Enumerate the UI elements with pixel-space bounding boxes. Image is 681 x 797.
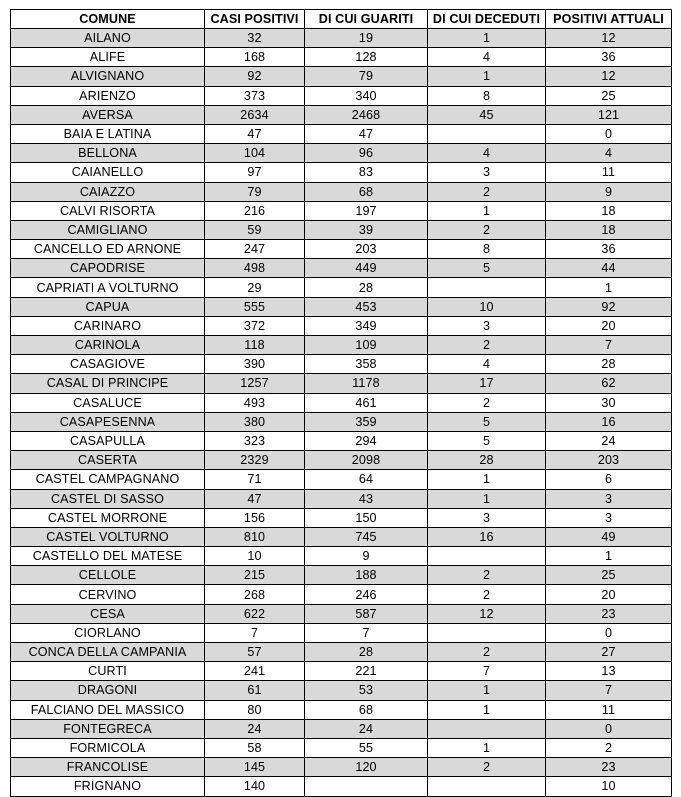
cell-casi-positivi: 2329	[205, 451, 305, 470]
cell-guariti: 188	[305, 566, 428, 585]
cell-positivi-attuali: 62	[546, 374, 672, 393]
cell-positivi-attuali: 0	[546, 719, 672, 738]
cell-guariti: 2098	[305, 451, 428, 470]
cell-positivi-attuali: 20	[546, 316, 672, 335]
cell-positivi-attuali: 44	[546, 259, 672, 278]
header-di-cui-deceduti: DI CUI DECEDUTI	[428, 10, 546, 29]
cell-deceduti	[428, 124, 546, 143]
cell-casi-positivi: 80	[205, 700, 305, 719]
cell-guariti: 340	[305, 86, 428, 105]
table-row	[11, 700, 672, 719]
cell-casi-positivi: 622	[205, 604, 305, 623]
cell-guariti: 64	[305, 470, 428, 489]
table-row	[11, 86, 672, 105]
cell-casi-positivi: 241	[205, 662, 305, 681]
cell-positivi-attuali: 20	[546, 585, 672, 604]
cell-positivi-attuali: 23	[546, 758, 672, 777]
cell-guariti: 246	[305, 585, 428, 604]
cell-deceduti: 4	[428, 48, 546, 67]
cell-positivi-attuali: 28	[546, 355, 672, 374]
cell-positivi-attuali: 0	[546, 124, 672, 143]
table-row	[11, 124, 672, 143]
cell-casi-positivi: 247	[205, 240, 305, 259]
cell-guariti: 358	[305, 355, 428, 374]
cell-guariti: 745	[305, 527, 428, 546]
cell-positivi-attuali: 36	[546, 240, 672, 259]
table-row	[11, 470, 672, 489]
cell-positivi-attuali: 4	[546, 144, 672, 163]
cell-casi-positivi: 493	[205, 393, 305, 412]
cell-deceduti: 7	[428, 662, 546, 681]
cell-deceduti	[428, 777, 546, 796]
cell-casi-positivi: 29	[205, 278, 305, 297]
cell-deceduti: 1	[428, 738, 546, 757]
cell-casi-positivi: 156	[205, 508, 305, 527]
cell-comune: CELLOLE	[11, 566, 205, 585]
cell-comune: CIORLANO	[11, 623, 205, 642]
table-row	[11, 758, 672, 777]
cell-positivi-attuali: 11	[546, 700, 672, 719]
table-row	[11, 719, 672, 738]
cell-comune: CARINOLA	[11, 336, 205, 355]
cell-positivi-attuali: 27	[546, 643, 672, 662]
cell-positivi-attuali: 203	[546, 451, 672, 470]
cell-comune: AILANO	[11, 29, 205, 48]
table-row	[11, 777, 672, 796]
cell-deceduti: 1	[428, 700, 546, 719]
cell-positivi-attuali: 92	[546, 297, 672, 316]
cell-positivi-attuali: 7	[546, 681, 672, 700]
cell-positivi-attuali: 18	[546, 201, 672, 220]
cell-comune: CAMIGLIANO	[11, 220, 205, 239]
cell-comune: CASAGIOVE	[11, 355, 205, 374]
table-row	[11, 738, 672, 757]
cell-casi-positivi: 59	[205, 220, 305, 239]
cell-casi-positivi: 372	[205, 316, 305, 335]
cell-casi-positivi: 168	[205, 48, 305, 67]
cell-deceduti: 5	[428, 259, 546, 278]
cell-casi-positivi: 10	[205, 547, 305, 566]
table-row	[11, 105, 672, 124]
cell-deceduti	[428, 547, 546, 566]
cell-deceduti: 1	[428, 489, 546, 508]
cell-positivi-attuali: 12	[546, 67, 672, 86]
cell-casi-positivi: 380	[205, 412, 305, 431]
cell-guariti: 96	[305, 144, 428, 163]
cell-comune: CONCA DELLA CAMPANIA	[11, 643, 205, 662]
cell-deceduti: 1	[428, 67, 546, 86]
cell-comune: CASAPESENNA	[11, 412, 205, 431]
cell-casi-positivi: 118	[205, 336, 305, 355]
cell-comune: FRIGNANO	[11, 777, 205, 796]
cell-deceduti: 28	[428, 451, 546, 470]
cell-casi-positivi: 61	[205, 681, 305, 700]
cell-comune: BAIA E LATINA	[11, 124, 205, 143]
table-row	[11, 643, 672, 662]
cell-guariti: 24	[305, 719, 428, 738]
cell-deceduti: 5	[428, 431, 546, 450]
table-row	[11, 547, 672, 566]
cell-guariti: 55	[305, 738, 428, 757]
cell-positivi-attuali: 7	[546, 336, 672, 355]
table-row	[11, 508, 672, 527]
table-row	[11, 489, 672, 508]
cell-positivi-attuali: 30	[546, 393, 672, 412]
cell-casi-positivi: 2634	[205, 105, 305, 124]
cell-guariti: 349	[305, 316, 428, 335]
cell-guariti: 9	[305, 547, 428, 566]
cell-positivi-attuali: 1	[546, 547, 672, 566]
cell-casi-positivi: 104	[205, 144, 305, 163]
cell-guariti: 2468	[305, 105, 428, 124]
cell-guariti: 587	[305, 604, 428, 623]
cell-positivi-attuali: 1	[546, 278, 672, 297]
cell-casi-positivi: 92	[205, 67, 305, 86]
cell-casi-positivi: 145	[205, 758, 305, 777]
cell-comune: CASTEL VOLTURNO	[11, 527, 205, 546]
header-casi-positivi: CASI POSITIVI	[205, 10, 305, 29]
cell-deceduti: 2	[428, 182, 546, 201]
cell-casi-positivi: 1257	[205, 374, 305, 393]
cell-guariti: 43	[305, 489, 428, 508]
cell-positivi-attuali: 36	[546, 48, 672, 67]
cell-guariti: 449	[305, 259, 428, 278]
cell-deceduti: 8	[428, 240, 546, 259]
table-row	[11, 604, 672, 623]
table-row	[11, 182, 672, 201]
cell-casi-positivi: 57	[205, 643, 305, 662]
table-row	[11, 297, 672, 316]
table-row	[11, 374, 672, 393]
cell-comune: DRAGONI	[11, 681, 205, 700]
cell-casi-positivi: 216	[205, 201, 305, 220]
table-row	[11, 585, 672, 604]
cell-positivi-attuali: 25	[546, 86, 672, 105]
cell-casi-positivi: 71	[205, 470, 305, 489]
cell-comune: CAPUA	[11, 297, 205, 316]
cell-deceduti: 8	[428, 86, 546, 105]
cell-comune: CERVINO	[11, 585, 205, 604]
cell-comune: ARIENZO	[11, 86, 205, 105]
cell-deceduti: 2	[428, 585, 546, 604]
cell-positivi-attuali: 2	[546, 738, 672, 757]
cell-casi-positivi: 390	[205, 355, 305, 374]
table-row	[11, 48, 672, 67]
table-row	[11, 623, 672, 642]
cell-positivi-attuali: 23	[546, 604, 672, 623]
cell-positivi-attuali: 3	[546, 508, 672, 527]
table-row	[11, 163, 672, 182]
cell-deceduti: 2	[428, 393, 546, 412]
cell-comune: CAPRIATI A VOLTURNO	[11, 278, 205, 297]
table-row	[11, 201, 672, 220]
cell-guariti: 83	[305, 163, 428, 182]
cell-deceduti: 17	[428, 374, 546, 393]
cell-deceduti: 1	[428, 681, 546, 700]
cell-positivi-attuali: 10	[546, 777, 672, 796]
table-row	[11, 355, 672, 374]
cell-guariti: 197	[305, 201, 428, 220]
table-row	[11, 566, 672, 585]
cell-comune: CASTELLO DEL MATESE	[11, 547, 205, 566]
cell-guariti: 28	[305, 278, 428, 297]
cell-deceduti: 3	[428, 163, 546, 182]
cell-guariti: 47	[305, 124, 428, 143]
cell-guariti: 359	[305, 412, 428, 431]
cell-deceduti: 1	[428, 29, 546, 48]
cell-comune: FALCIANO DEL MASSICO	[11, 700, 205, 719]
table-row	[11, 527, 672, 546]
cell-casi-positivi: 24	[205, 719, 305, 738]
table-row	[11, 240, 672, 259]
cell-positivi-attuali: 121	[546, 105, 672, 124]
table-row	[11, 144, 672, 163]
cell-positivi-attuali: 11	[546, 163, 672, 182]
cell-comune: CANCELLO ED ARNONE	[11, 240, 205, 259]
cell-guariti: 461	[305, 393, 428, 412]
cell-comune: FRANCOLISE	[11, 758, 205, 777]
cell-deceduti: 2	[428, 566, 546, 585]
cell-comune: CURTI	[11, 662, 205, 681]
cell-comune: ALVIGNANO	[11, 67, 205, 86]
cell-comune: CASTEL DI SASSO	[11, 489, 205, 508]
cell-deceduti: 45	[428, 105, 546, 124]
cell-positivi-attuali: 6	[546, 470, 672, 489]
cell-positivi-attuali: 0	[546, 623, 672, 642]
cell-deceduti: 5	[428, 412, 546, 431]
cell-guariti: 453	[305, 297, 428, 316]
cell-casi-positivi: 268	[205, 585, 305, 604]
cell-deceduti	[428, 719, 546, 738]
cell-deceduti: 1	[428, 201, 546, 220]
cell-deceduti: 10	[428, 297, 546, 316]
cell-comune: CAIANELLO	[11, 163, 205, 182]
cell-casi-positivi: 79	[205, 182, 305, 201]
table-row	[11, 29, 672, 48]
cell-guariti: 28	[305, 643, 428, 662]
cell-positivi-attuali: 9	[546, 182, 672, 201]
cell-guariti: 128	[305, 48, 428, 67]
header-positivi-attuali: POSITIVI ATTUALI	[546, 10, 672, 29]
cell-casi-positivi: 47	[205, 124, 305, 143]
cell-casi-positivi: 32	[205, 29, 305, 48]
header-comune: COMUNE	[11, 10, 205, 29]
cell-casi-positivi: 97	[205, 163, 305, 182]
cell-guariti: 7	[305, 623, 428, 642]
table-row	[11, 220, 672, 239]
cell-comune: CASAL DI PRINCIPE	[11, 374, 205, 393]
cell-deceduti: 2	[428, 220, 546, 239]
cell-guariti: 68	[305, 182, 428, 201]
cell-positivi-attuali: 49	[546, 527, 672, 546]
cell-guariti: 19	[305, 29, 428, 48]
cell-comune: FORMICOLA	[11, 738, 205, 757]
cell-positivi-attuali: 13	[546, 662, 672, 681]
header-di-cui-guariti: DI CUI GUARITI	[305, 10, 428, 29]
cell-guariti	[305, 777, 428, 796]
cell-deceduti: 3	[428, 316, 546, 335]
cell-deceduti: 16	[428, 527, 546, 546]
cell-deceduti	[428, 278, 546, 297]
cell-deceduti: 2	[428, 643, 546, 662]
table-row	[11, 451, 672, 470]
cell-casi-positivi: 498	[205, 259, 305, 278]
cell-positivi-attuali: 16	[546, 412, 672, 431]
cell-casi-positivi: 373	[205, 86, 305, 105]
cell-casi-positivi: 555	[205, 297, 305, 316]
cell-positivi-attuali: 3	[546, 489, 672, 508]
cell-comune: CAPODRISE	[11, 259, 205, 278]
cell-casi-positivi: 810	[205, 527, 305, 546]
cell-positivi-attuali: 12	[546, 29, 672, 48]
cell-comune: CESA	[11, 604, 205, 623]
cell-guariti: 1178	[305, 374, 428, 393]
cell-comune: CASTEL CAMPAGNANO	[11, 470, 205, 489]
cell-positivi-attuali: 25	[546, 566, 672, 585]
cell-comune: CASTEL MORRONE	[11, 508, 205, 527]
cell-comune: ALIFE	[11, 48, 205, 67]
cell-deceduti	[428, 623, 546, 642]
cell-deceduti: 2	[428, 758, 546, 777]
cell-deceduti: 4	[428, 144, 546, 163]
cell-deceduti: 2	[428, 336, 546, 355]
table-row	[11, 412, 672, 431]
cell-positivi-attuali: 24	[546, 431, 672, 450]
cell-guariti: 68	[305, 700, 428, 719]
cell-guariti: 79	[305, 67, 428, 86]
cell-comune: CARINARO	[11, 316, 205, 335]
cell-casi-positivi: 323	[205, 431, 305, 450]
cell-guariti: 120	[305, 758, 428, 777]
cell-deceduti: 3	[428, 508, 546, 527]
cell-comune: CASAPULLA	[11, 431, 205, 450]
cell-guariti: 109	[305, 336, 428, 355]
cell-casi-positivi: 47	[205, 489, 305, 508]
cell-deceduti: 12	[428, 604, 546, 623]
cell-guariti: 294	[305, 431, 428, 450]
cell-casi-positivi: 140	[205, 777, 305, 796]
cell-positivi-attuali: 18	[546, 220, 672, 239]
cell-deceduti: 4	[428, 355, 546, 374]
cell-comune: CASALUCE	[11, 393, 205, 412]
table-row	[11, 393, 672, 412]
cell-comune: CALVI RISORTA	[11, 201, 205, 220]
table-row	[11, 662, 672, 681]
table-body	[11, 29, 672, 797]
cell-casi-positivi: 58	[205, 738, 305, 757]
cell-casi-positivi: 215	[205, 566, 305, 585]
cell-comune: AVERSA	[11, 105, 205, 124]
covid-cases-table	[10, 9, 672, 797]
cell-guariti: 203	[305, 240, 428, 259]
cell-deceduti: 1	[428, 470, 546, 489]
cell-guariti: 221	[305, 662, 428, 681]
cell-guariti: 39	[305, 220, 428, 239]
table-row	[11, 681, 672, 700]
cell-comune: FONTEGRECA	[11, 719, 205, 738]
cell-comune: BELLONA	[11, 144, 205, 163]
cell-casi-positivi: 7	[205, 623, 305, 642]
table-row	[11, 278, 672, 297]
spreadsheet	[10, 9, 672, 797]
cell-guariti: 53	[305, 681, 428, 700]
table-header-row	[11, 10, 672, 29]
table-row	[11, 336, 672, 355]
cell-comune: CASERTA	[11, 451, 205, 470]
table-row	[11, 316, 672, 335]
cell-guariti: 150	[305, 508, 428, 527]
table-row	[11, 67, 672, 86]
table-row	[11, 431, 672, 450]
table-row	[11, 259, 672, 278]
cell-comune: CAIAZZO	[11, 182, 205, 201]
